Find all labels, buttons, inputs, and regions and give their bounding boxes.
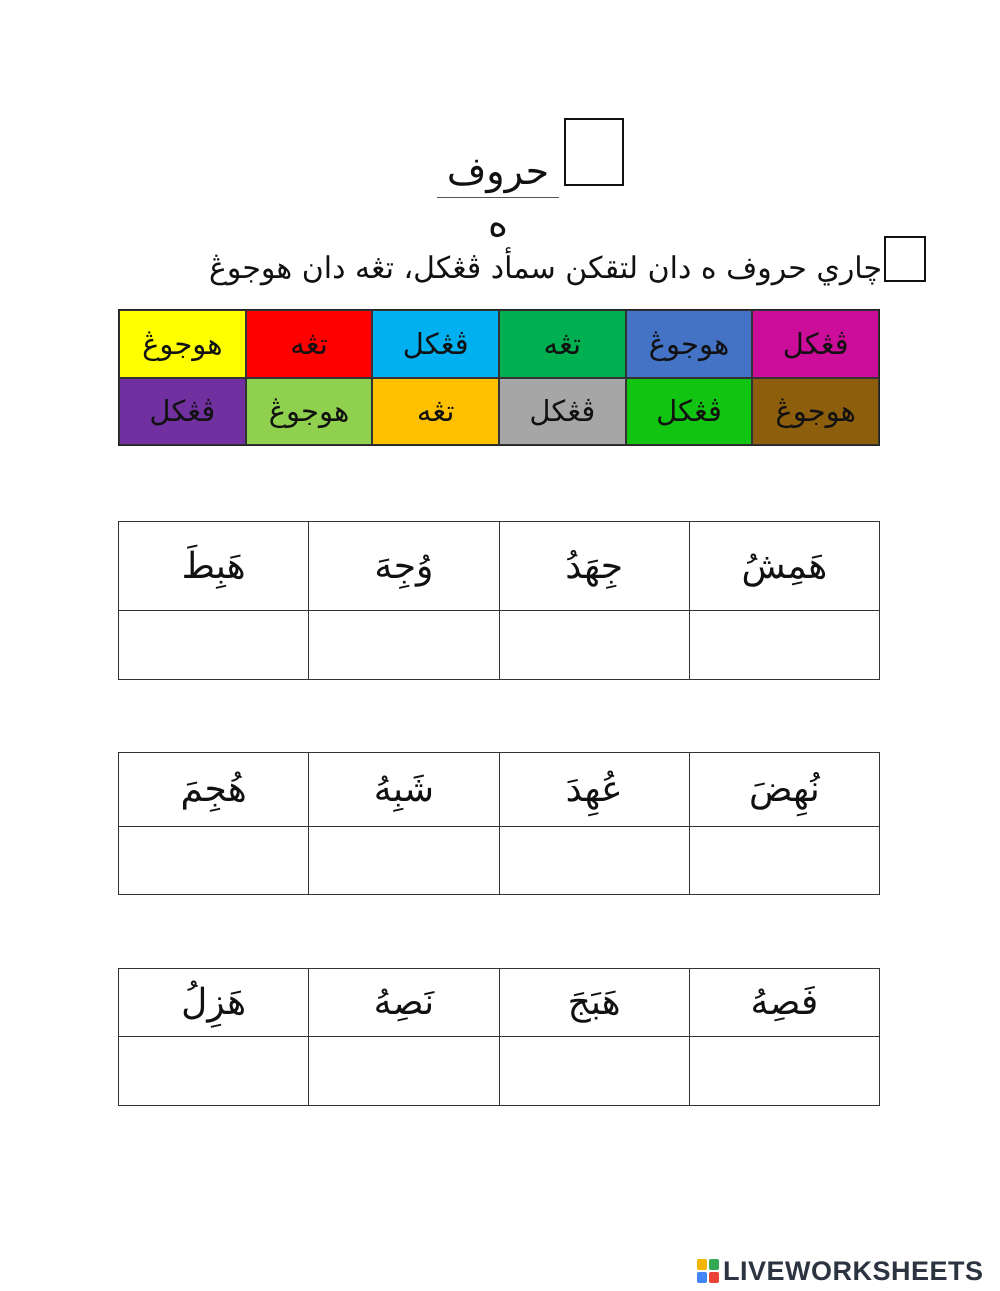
color-cell: ڤڠكل bbox=[372, 310, 499, 378]
page-title: حروف ه bbox=[437, 145, 559, 198]
answer-drop-cell[interactable] bbox=[309, 1037, 499, 1106]
color-cell: تڠه bbox=[372, 378, 499, 446]
color-cell: ڤڠكل bbox=[119, 378, 246, 446]
logo-tile bbox=[697, 1259, 707, 1270]
answer-drop-cell[interactable] bbox=[119, 1037, 309, 1106]
logo-tile bbox=[709, 1259, 719, 1270]
liveworksheets-logo-icon bbox=[697, 1259, 719, 1283]
word-cell: هُجِمَ bbox=[119, 753, 309, 827]
answer-drop-cell[interactable] bbox=[499, 827, 689, 895]
word-cell: جِهَدُ bbox=[499, 522, 689, 611]
answer-drop-cell[interactable] bbox=[309, 611, 499, 680]
color-cell: تڠه bbox=[499, 310, 626, 378]
color-cell: ڤڠكل bbox=[499, 378, 626, 446]
word-table-1 bbox=[118, 521, 880, 680]
table-row bbox=[119, 827, 880, 895]
answer-drop-cell[interactable] bbox=[689, 1037, 879, 1106]
word-cell: عُهِدَ bbox=[499, 753, 689, 827]
color-cell: هوجوڠ bbox=[246, 378, 373, 446]
answer-drop-cell[interactable] bbox=[689, 827, 879, 895]
answer-drop-cell[interactable] bbox=[309, 827, 499, 895]
answer-drop-cell[interactable] bbox=[499, 611, 689, 680]
liveworksheets-logo bbox=[697, 1255, 984, 1287]
table-row bbox=[119, 1037, 880, 1106]
logo-tile bbox=[709, 1272, 719, 1283]
color-cell: هوجوڠ bbox=[119, 310, 246, 378]
word-table-2 bbox=[118, 752, 880, 895]
table-row bbox=[119, 969, 880, 1037]
instruction-text: چاري حروف ه دان لتقكن سمأد ڤڠكل، تڠه دان هوجوڠ bbox=[208, 251, 882, 286]
word-cell: نُهِضَ bbox=[689, 753, 879, 827]
color-cell: ڤڠكل bbox=[752, 310, 879, 378]
table-row bbox=[119, 611, 880, 680]
table-row bbox=[119, 522, 880, 611]
answer-drop-cell[interactable] bbox=[119, 611, 309, 680]
word-cell: هَبَجَ bbox=[499, 969, 689, 1037]
logo-tile bbox=[697, 1272, 707, 1283]
answer-drop-cell[interactable] bbox=[119, 827, 309, 895]
word-cell: هَزِلُ bbox=[119, 969, 309, 1037]
title-checkbox[interactable] bbox=[564, 118, 624, 186]
color-legend-grid bbox=[118, 309, 880, 446]
word-cell: وُجِهَ bbox=[309, 522, 499, 611]
word-cell: شَبِهُ bbox=[309, 753, 499, 827]
word-cell: هَمِشُ bbox=[689, 522, 879, 611]
answer-drop-cell[interactable] bbox=[689, 611, 879, 680]
word-cell: نَصِهُ bbox=[309, 969, 499, 1037]
answer-drop-cell[interactable] bbox=[499, 1037, 689, 1106]
instruction-checkbox[interactable] bbox=[884, 236, 926, 282]
color-cell: هوجوڠ bbox=[626, 310, 753, 378]
color-cell: ڤڠكل bbox=[626, 378, 753, 446]
table-row bbox=[119, 753, 880, 827]
color-cell: هوجوڠ bbox=[752, 378, 879, 446]
word-cell: هَبِطَ bbox=[119, 522, 309, 611]
word-cell: فَصِهُ bbox=[689, 969, 879, 1037]
brand-text: LIVEWORKSHEETS bbox=[723, 1255, 984, 1286]
color-cell: تڠه bbox=[246, 310, 373, 378]
word-table-3 bbox=[118, 968, 880, 1106]
